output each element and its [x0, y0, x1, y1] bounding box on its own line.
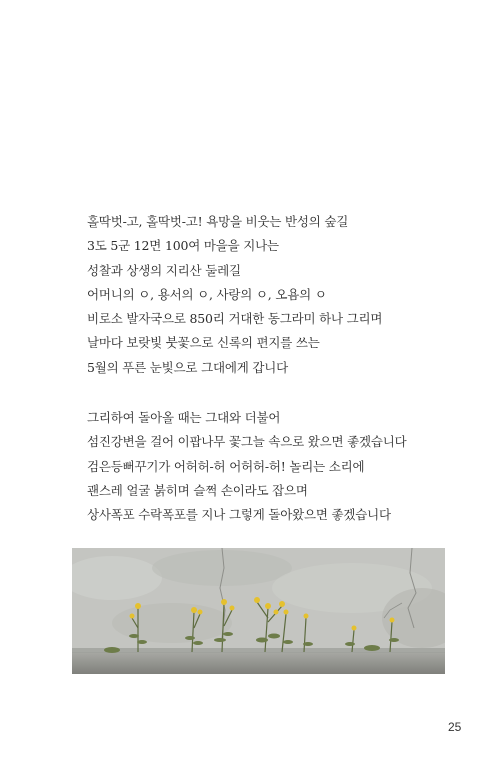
poem-line: 날마다 보랏빛 붓꽃으로 신록의 편지를 쓰는 — [87, 335, 320, 351]
poem-line: 상사폭포 수락폭포를 지나 그렇게 돌아왔으면 좋겠습니다 — [87, 507, 391, 523]
poem-line: 검은등뻐꾸기가 어허허-허 어허허-허! 놀리는 소리에 — [87, 458, 365, 474]
poem-line: 그리하여 돌아올 때는 그대와 더불어 — [87, 410, 281, 426]
photo-illustration — [72, 548, 445, 674]
poem-body — [87, 210, 467, 528]
poem-stanza-1 — [87, 210, 467, 380]
poem-line: 어머니의 ㅇ, 용서의 ㅇ, 사랑의 ㅇ, 오욤의 ㅇ — [87, 286, 327, 302]
poem-line: 3도 5군 12면 100여 마을을 지나는 — [87, 238, 279, 254]
ground — [72, 652, 445, 674]
wildflower-wall-photo — [72, 548, 445, 674]
poem-line: 5월의 푸른 눈빛으로 그대에게 갑니다 — [87, 359, 288, 375]
poem-line: 섬진강변을 걸어 이팝나무 꽃그늘 속으로 왔으면 좋겠습니다 — [87, 434, 407, 450]
page-number: 25 — [448, 720, 462, 734]
poem-line: 비로소 발자국으로 850리 거대한 동그라미 하나 그리며 — [87, 311, 383, 327]
poem-stanza-2 — [87, 406, 467, 527]
poem-line: 성찰과 상생의 지리산 둘레길 — [87, 262, 241, 278]
poem-line: 괜스레 얼굴 붉히며 슬쩍 손이라도 잡으며 — [87, 482, 308, 498]
poem-line: 홀딱벗-고, 홀딱벗-고! 욕망을 비웃는 반성의 숲길 — [87, 214, 349, 229]
